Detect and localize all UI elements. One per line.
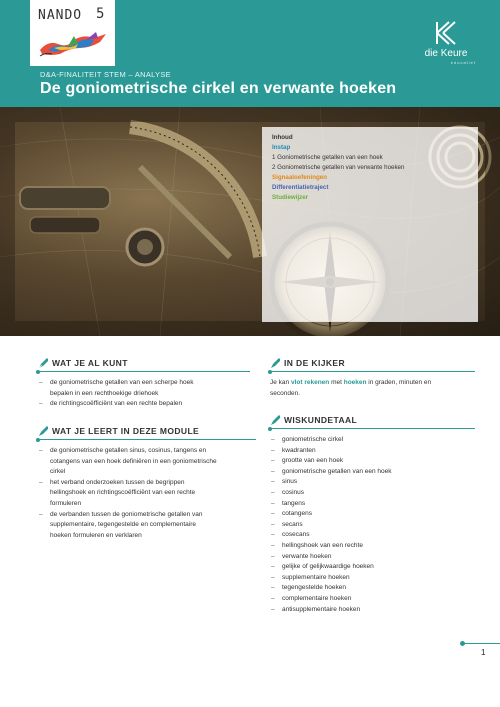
- term-item: – supplementaire hoeken: [270, 573, 475, 584]
- pen-nib-icon: [270, 357, 280, 369]
- logo-number: 5: [96, 6, 105, 22]
- footer-divider: [462, 643, 500, 644]
- kijker-highlight: vlot rekenen: [290, 379, 330, 386]
- list-item: – het verband onderzoeken tussen de begrippen: [38, 478, 256, 489]
- bullet-list: [38, 378, 250, 410]
- section-header: [38, 356, 250, 370]
- section-divider: [270, 428, 475, 429]
- term-item: – gelijke of gelijkwaardige hoeken: [270, 562, 475, 573]
- term-item: – hellingshoek van een rechte: [270, 541, 475, 552]
- list-item-continuation: hellingshoek en richtingscoëfficiënt van een rechte: [50, 489, 196, 497]
- term-item: – secans: [270, 520, 475, 531]
- term-item: – tegengestelde hoeken: [270, 583, 475, 594]
- term-item: – kwadranten: [270, 446, 475, 457]
- section-title: WAT JE AL KUNT: [52, 358, 128, 368]
- page-subtitle: D&A-FINALITEIT STEM – ANALYSE: [40, 70, 171, 79]
- hero-image: [0, 107, 500, 336]
- die-keure-logo-icon: [433, 20, 459, 46]
- section-header: [38, 424, 256, 438]
- term-item: – verwante hoeken: [270, 552, 475, 563]
- bullet-list: [38, 446, 256, 541]
- section-divider: [38, 439, 256, 440]
- page-title: De goniometrische cirkel en verwante hoeken: [40, 80, 397, 97]
- page-number: 1: [481, 648, 486, 657]
- pen-nib-icon: [38, 425, 48, 437]
- kijker-text: seconden.: [270, 389, 300, 397]
- list-item-continuation: formuleren: [50, 499, 82, 507]
- toc-item-differentiatietraject[interactable]: Differentiatietraject: [272, 184, 329, 191]
- footer-dot: [460, 641, 465, 646]
- publisher-logo: [416, 20, 476, 65]
- toc-item-chapter-1[interactable]: 1 Goniometrische getallen van een hoek: [272, 154, 383, 161]
- list-item: – de goniometrische getallen van een scherpe hoek: [38, 378, 250, 389]
- term-list: [270, 435, 475, 615]
- kijker-paragraph: [270, 378, 475, 399]
- term-item: – cotangens: [270, 509, 475, 520]
- publisher-name: die Keure: [424, 48, 468, 59]
- section-divider: [270, 371, 475, 372]
- kijker-text: Je kan: [270, 379, 291, 386]
- section-title: IN DE KIJKER: [284, 358, 346, 368]
- toc-heading: Inhoud: [272, 134, 293, 141]
- section-divider: [38, 371, 250, 372]
- section-wat-je-al-kunt: [38, 356, 250, 410]
- toc-item-instap[interactable]: Instap: [272, 144, 291, 151]
- publisher-sub: educatief: [450, 60, 476, 65]
- section-in-de-kijker: [270, 356, 475, 399]
- term-item: – goniometrische getallen van een hoek: [270, 467, 475, 478]
- logo-text: NANDO: [38, 8, 83, 23]
- term-item: – goniometrische cirkel: [270, 435, 475, 446]
- term-item: – sinus: [270, 477, 475, 488]
- toc-item-signaaloefeningen[interactable]: Signaaloefeningen: [272, 174, 328, 181]
- list-item-continuation: cirkel: [50, 468, 66, 476]
- list-item-continuation: cotangens van een hoek definiëren in een goniometrische: [50, 457, 217, 465]
- kijker-highlight: hoeken: [343, 379, 367, 386]
- pen-nib-icon: [270, 414, 280, 426]
- section-header: [270, 356, 475, 370]
- section-title: WISKUNDETAAL: [284, 415, 358, 425]
- list-item-continuation: supplementaire, tegengestelde en complementaire: [50, 521, 196, 529]
- kijker-text: met: [329, 379, 344, 386]
- kijker-text: in graden, minuten en: [366, 379, 432, 386]
- list-item: – de verbanden tussen de goniometrische getallen van: [38, 510, 256, 521]
- term-item: – antisupplementaire hoeken: [270, 605, 475, 616]
- logo-art-icon: [38, 26, 108, 60]
- section-wiskundetaal: [270, 413, 475, 615]
- term-item: – complementaire hoeken: [270, 594, 475, 605]
- section-title: WAT JE LEERT IN DEZE MODULE: [52, 426, 200, 436]
- table-of-contents: [262, 127, 478, 322]
- section-header: [270, 413, 475, 427]
- list-item: – de richtingscoëfficiënt van een rechte bepalen: [38, 399, 250, 410]
- toc-item-studiewijzer[interactable]: Studiewijzer: [272, 194, 309, 201]
- list-item-continuation: bepalen in een rechthoekige driehoek: [50, 389, 159, 397]
- section-wat-je-leert: [38, 424, 256, 541]
- term-item: – cosinus: [270, 488, 475, 499]
- list-item: – de goniometrische getallen sinus, cosinus, tangens en: [38, 446, 256, 457]
- term-item: – cosecans: [270, 530, 475, 541]
- term-item: – tangens: [270, 499, 475, 510]
- page-header: [0, 0, 500, 107]
- toc-item-chapter-2[interactable]: 2 Goniometrische getallen van verwante hoeken: [272, 164, 405, 171]
- list-item-continuation: hoeken formuleren en verklaren: [50, 531, 142, 539]
- nando-logo: [30, 0, 115, 66]
- pen-nib-icon: [38, 357, 48, 369]
- term-item: – grootte van een hoek: [270, 456, 475, 467]
